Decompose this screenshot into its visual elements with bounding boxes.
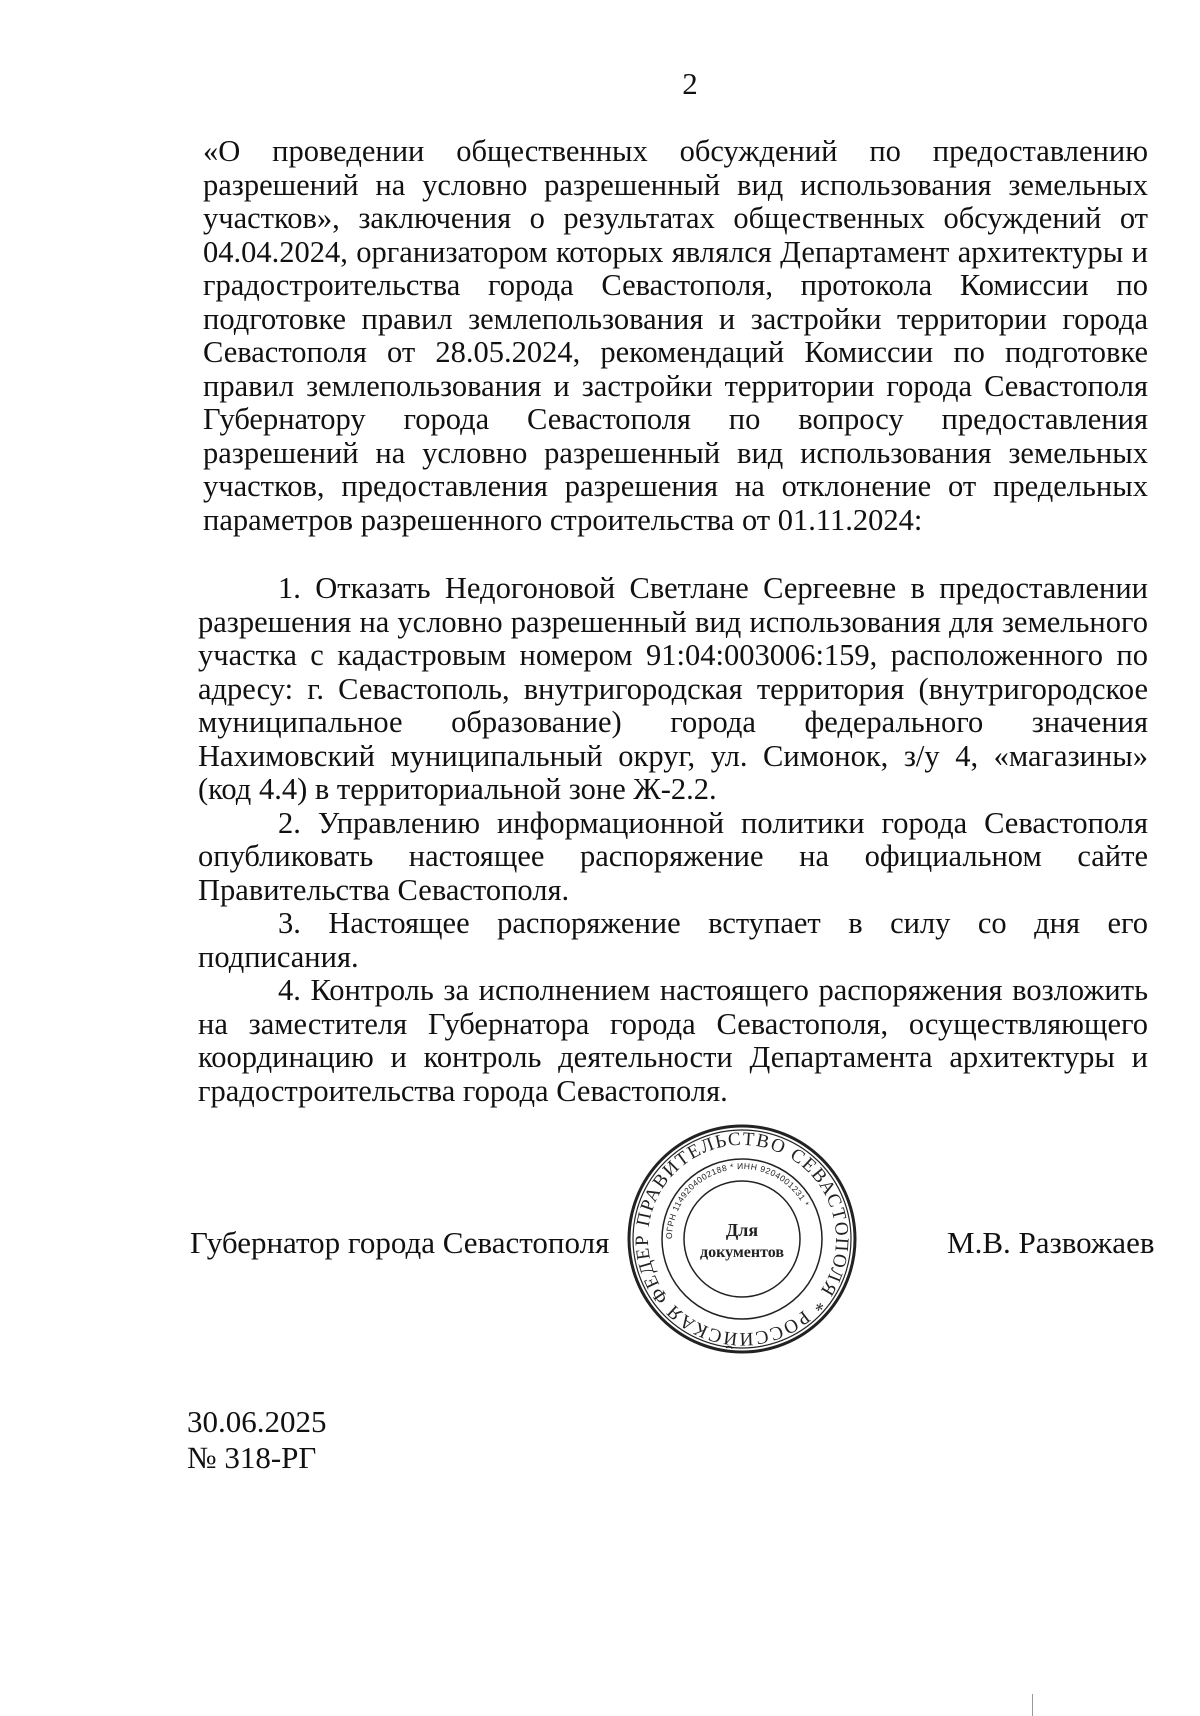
item-2: 2. Управлению информационной политики города Севастополя опубликовать настоящее распоряжение на официальном сайте Правительства Севастополя.: [198, 805, 1148, 907]
signatory-name: М.В. Развожаев: [947, 1225, 1155, 1260]
seal-outer-text: ПРАВИТЕЛЬСТВО СЕВАСТОПОЛЯ * РОССИЙСКАЯ ФЕДЕР: [631, 1128, 853, 1350]
intro-text: «О проведении общественных обсуждений по предоставлению разрешений на условно разрешенный вид использования земельных участков», заключения о результатах общественных обсуждений от 04.04.2024, организатором которых являлся Департамент архитектуры и градостроительства города Севастополя, протокола Комиссии по подготовке правил землепользования и застройки территории города Севастополя от 28.05.2024, рекомендаций Комиссии по подготовке правил землепользования и застройки территории города Севастополя Губернатору города Севастополя по вопросу предоставления разрешений на условно разрешенный вид использования земельных участков, предоставления разрешения на отклонение от предельных параметров разрешенного строительства от 01.11.2024:: [203, 134, 1148, 537]
official-seal: [626, 1123, 858, 1355]
item-1: 1. Отказать Недогоновой Светлане Сергеевне в предоставлении разрешения на условно разрешенный вид использования для земельного участка с кадастровым номером 91:04:003006:159, расположенного по адресу: г. Севастополь, внутригородская территория (внутригородское муниципальное образование) города федерального значения Нахимовский муниципальный округ, ул. Симонок, з/у 4, «магазины» (код 4.4) в территориальной зоне Ж-2.2.: [198, 571, 1148, 806]
seal-center-line1: Для: [725, 1220, 759, 1240]
document-date-block: [187, 1404, 327, 1476]
resolution-items: [198, 572, 1148, 1108]
document-number: № 318-РГ: [187, 1440, 317, 1475]
intro-paragraph: [203, 135, 1148, 537]
signatory-title: Губернатор города Севастополя: [190, 1225, 610, 1260]
scan-edge-mark: [1032, 1694, 1033, 1716]
item-3: 3. Настоящее распоряжение вступает в силу со дня его подписания.: [198, 906, 1148, 974]
item-4: 4. Контроль за исполнением настоящего распоряжения возложить на заместителя Губернатора города Севастополя, осуществляющего координацию и контроль деятельности Департамента архитектуры и градостроительства города Севастополя.: [198, 973, 1148, 1108]
seal-inner-text: ОГРН 1149204002188 * ИНН 9204001231 *: [663, 1160, 812, 1240]
seal-center-line2: документов: [700, 1244, 784, 1261]
document-date: 30.06.2025: [187, 1404, 327, 1439]
page-number: 2: [682, 66, 698, 101]
